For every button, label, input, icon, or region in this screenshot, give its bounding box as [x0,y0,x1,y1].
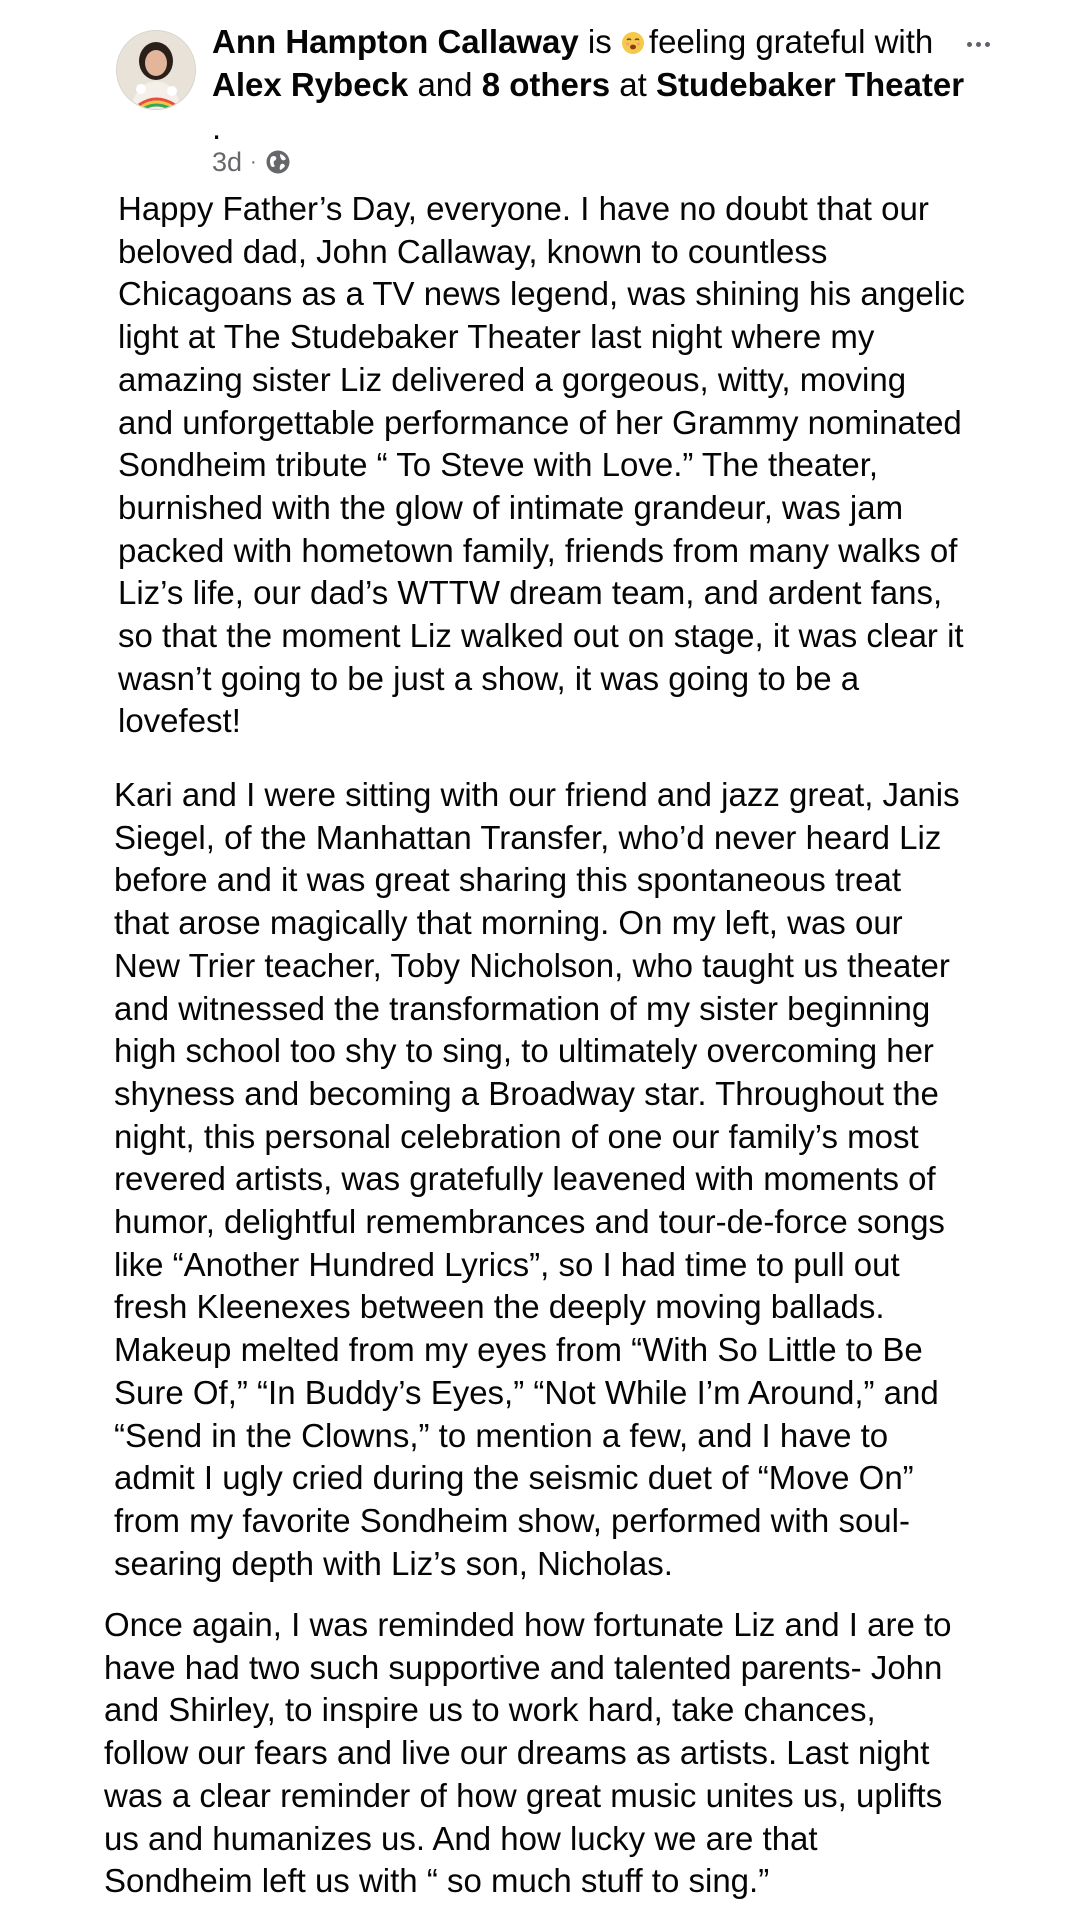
post-header [212,20,972,149]
post-paragraph-3: Once again, I was reminded how fortunate Liz and I are to have had two such supportive and talented parents- John and Shirley, to inspire us to work hard, take chances, follow our fears and live our dreams as artists. Last night was a clear reminder of how great music unites us, uplifts us and humanizes us. And how lucky we are that Sondheim left us with “ so much stuff to sing.” [104,1606,952,1900]
is-text: is [587,23,612,60]
at-text: at [619,66,647,103]
more-dot [967,42,972,47]
feeling-text: feeling grateful with [648,23,934,60]
others-link[interactable]: 8 others [481,66,611,103]
globe-icon[interactable] [265,149,291,175]
post-paragraph-1: Happy Father’s Day, everyone. I have no doubt that our beloved dad, John Callaway, known to countless Chicagoans as a TV news legend, was shining his angelic light at The Studebaker Theater last night where my amazing sister Liz delivered a gorgeous, witty, moving and unforgettable performance of her Grammy nominated Sondheim tribute “ To Steve with Love.” The theater, burnished with the glow of intimate grandeur, was jam packed with hometown family, friends from many walks of Liz’s life, our dad’s WTTW dream team, and ardent fans, so that the moment Liz walked out on stage, it was clear it wasn’t going to be just a show, it was going to be a lovefest! [118,190,965,740]
post-paragraph-2: Kari and I were sitting with our friend and jazz great, Janis Siegel, of the Manhattan Transfer, who’d never heard Liz before and it was great sharing this spontaneous treat that arose magically that morning. On my left, was our New Trier teacher, Toby Nicholson, who taught us theater and witnessed the transformation of my sister beginning high school too shy to sing, to ultimately overcoming her shyness and becoming a Broadway star. Throughout the night, this personal celebration of one our family’s most revered artists, was gratefully leavened with moments of humor, delightful remembrances and tour-de-force songs like “Another Hundred Lyrics”, so I had time to pull out fresh Kleenexes between the deeply moving ballads. Makeup melted from my eyes from “With So Little to Be Sure Of,” “In Buddy’s Eyes,” “Not While I’m Around,” and “Send in the Clowns,” to mention a few, and I have to admit I ugly cried during the seismic duet of “Move On” from my favorite Sondheim show, performed with soul- searing depth with Liz’s son, Nicholas. [114,776,960,1582]
more-dot [976,42,981,47]
avatar-photo [117,31,195,109]
post-meta [212,146,291,178]
and-text: and [417,66,473,103]
timestamp[interactable]: 3d [212,146,243,177]
tagged-person[interactable]: Alex Rybeck [212,66,409,103]
location-period: . [212,109,222,146]
more-options-icon[interactable] [960,26,996,62]
author-name[interactable]: Ann Hampton Callaway [212,23,579,60]
meta-separator: · [250,150,257,173]
author-avatar[interactable] [116,30,196,110]
grateful-emoji-icon [621,31,645,55]
more-dot [985,42,990,47]
location-link[interactable]: Studebaker Theater [655,66,965,103]
